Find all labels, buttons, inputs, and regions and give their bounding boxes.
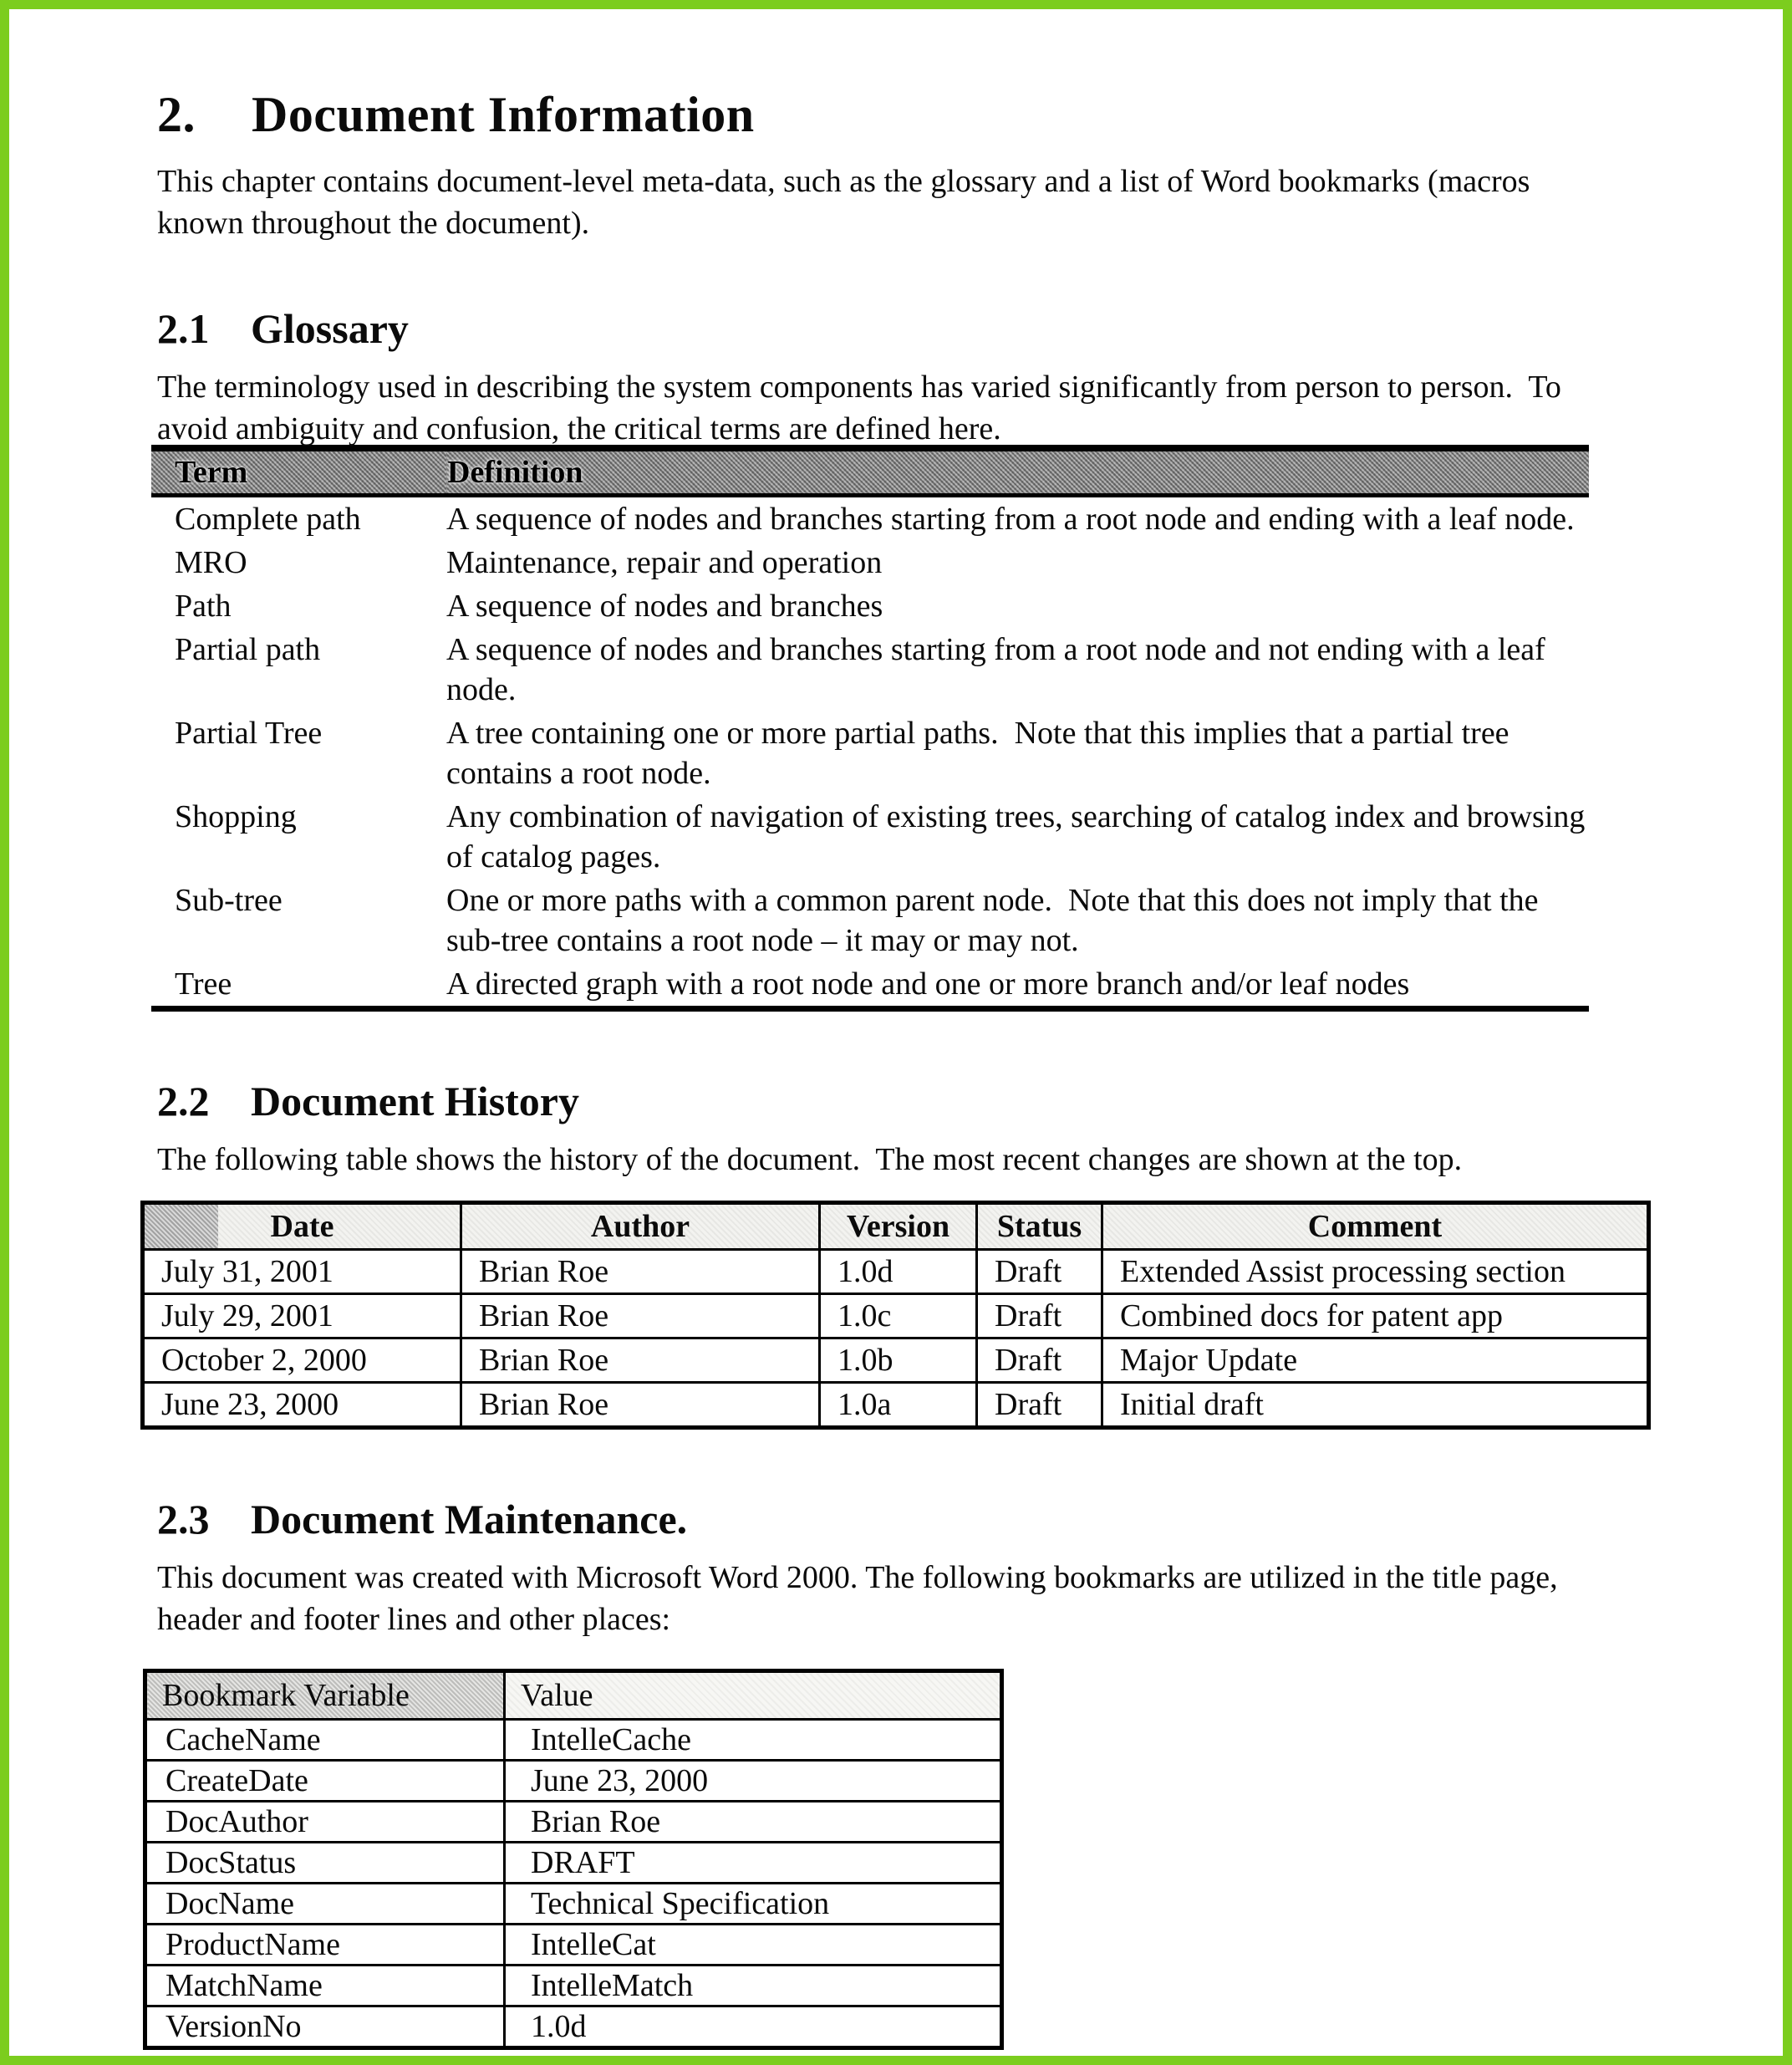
document-information-intro: This chapter contains document-level meta-data, such as the glossary and a list of Word bookmarks (macros known throughout the document). [157,164,1538,241]
table-row [143,1250,1649,1294]
table-row [151,584,1589,628]
history-comment: Extended Assist processing section [1102,1250,1649,1294]
glossary-intro: The terminology used in describing the system components has varied significantly from person to person. To avoid ambiguity and confusion, the critical terms are defined here. [157,370,1570,446]
section-number: 2. [157,87,196,142]
glossary-header-row [151,448,1589,496]
history-version: 1.0c [820,1294,977,1338]
document-maintenance-intro: This document was created with Microsoft Word 2000. The following bookmarks are utilized in the title page, header and footer lines and other places: [157,1560,1566,1637]
bookmark-variable: CacheName [145,1720,505,1761]
glossary-definition: A directed graph with a root node and one or more branch and/or leaf nodes [446,966,1410,1002]
history-comment: Initial draft [1102,1383,1649,1428]
history-version: 1.0b [820,1338,977,1383]
table-row [151,496,1589,542]
table-row [145,1843,1002,1884]
history-header-comment: Comment [1102,1203,1649,1250]
table-row [145,1884,1002,1925]
table-row [151,962,1589,1009]
bookmark-variable: MatchName [145,1966,505,2006]
history-header-date: Date [143,1203,461,1250]
document-history-table [140,1201,1651,1430]
table-row [151,879,1589,962]
section-number: 2.2 [157,1078,210,1124]
section-heading-document-information [157,86,1783,144]
page-content [9,9,1783,2050]
glossary-definition: A sequence of nodes and branches [446,589,883,624]
glossary-definition: Any combination of navigation of existing trees, searching of catalog index and browsing of catalog pages. [446,799,1593,874]
table-row [143,1338,1649,1383]
section-number: 2.1 [157,305,210,352]
table-row [151,541,1589,584]
glossary-term: Sub-tree [175,883,283,918]
history-comment: Combined docs for patent app [1102,1294,1649,1338]
table-row [143,1294,1649,1338]
glossary-term: Partial path [175,632,321,667]
history-comment: Major Update [1102,1338,1649,1383]
glossary-definition: One or more paths with a common parent node. Note that this does not imply that the sub-tree contains a root node – it may or may not. [446,883,1547,958]
glossary-header-definition: Definition [446,448,1589,496]
section-heading-document-maintenance [157,1495,1783,1543]
table-row [145,1761,1002,1802]
glossary-term: Complete path [175,502,361,537]
glossary-definition: A sequence of nodes and branches starting from a root node and ending with a leaf node. [446,502,1575,537]
document-history-intro: The following table shows the history of the document. The most recent changes are shown at the top. [157,1142,1463,1177]
history-status: Draft [977,1383,1102,1428]
glossary-term: MRO [175,545,247,580]
table-row [151,628,1589,711]
bookmark-value: Brian Roe [505,1802,1002,1843]
table-row [151,711,1589,795]
history-header-status: Status [977,1203,1102,1250]
history-author: Brian Roe [461,1294,820,1338]
bookmark-value: Technical Specification [505,1884,1002,1925]
bookmark-variable: ProductName [145,1925,505,1966]
bookmark-variable: DocName [145,1884,505,1925]
history-header-author: Author [461,1203,820,1250]
glossary-term: Path [175,589,232,624]
section-title: Glossary [251,305,409,352]
bookmark-value: IntelleMatch [505,1966,1002,2006]
glossary-definition: A sequence of nodes and branches starting from a root node and not ending with a leaf node. [446,632,1554,707]
bookmark-value: IntelleCat [505,1925,1002,1966]
table-row [143,1383,1649,1428]
section-heading-glossary [157,304,1783,353]
history-date: July 31, 2001 [143,1250,461,1294]
bookmark-value: June 23, 2000 [505,1761,1002,1802]
bookmark-value: 1.0d [505,2006,1002,2048]
bookmarks-header-value: Value [505,1671,1002,1720]
bookmark-value: DRAFT [505,1843,1002,1884]
section-number: 2.3 [157,1496,210,1542]
glossary-term: Shopping [175,799,297,834]
table-row [145,1802,1002,1843]
history-author: Brian Roe [461,1383,820,1428]
table-row [145,1966,1002,2006]
history-header-row [143,1203,1649,1250]
bookmarks-header-variable: Bookmark Variable [145,1671,505,1720]
history-date: July 29, 2001 [143,1294,461,1338]
bookmark-variable: VersionNo [145,2006,505,2048]
history-status: Draft [977,1338,1102,1383]
bookmarks-header-row [145,1671,1002,1720]
section-title: Document Information [252,87,755,142]
history-status: Draft [977,1250,1102,1294]
glossary-header-term: Term [151,448,446,496]
history-author: Brian Roe [461,1338,820,1383]
history-status: Draft [977,1294,1102,1338]
glossary-definition: A tree containing one or more partial paths. Note that this implies that a partial tree contains a root node. [446,716,1518,791]
history-date: June 23, 2000 [143,1383,461,1428]
section-heading-document-history [157,1077,1783,1125]
table-row [145,2006,1002,2048]
glossary-term: Tree [175,966,232,1002]
history-author: Brian Roe [461,1250,820,1294]
table-row [151,795,1589,879]
section-title: Document Maintenance. [251,1496,688,1542]
glossary-term: Partial Tree [175,716,323,751]
history-date: October 2, 2000 [143,1338,461,1383]
bookmark-variable: DocAuthor [145,1802,505,1843]
glossary-table [151,445,1593,1012]
bookmark-variable: CreateDate [145,1761,505,1802]
history-version: 1.0a [820,1383,977,1428]
section-title: Document History [251,1078,579,1124]
history-version: 1.0d [820,1250,977,1294]
history-header-version: Version [820,1203,977,1250]
bookmark-variable: DocStatus [145,1843,505,1884]
glossary-definition: Maintenance, repair and operation [446,545,883,580]
table-row [145,1925,1002,1966]
table-row [145,1720,1002,1761]
bookmark-variables-table [143,1669,1004,2050]
bookmark-value: IntelleCache [505,1720,1002,1761]
